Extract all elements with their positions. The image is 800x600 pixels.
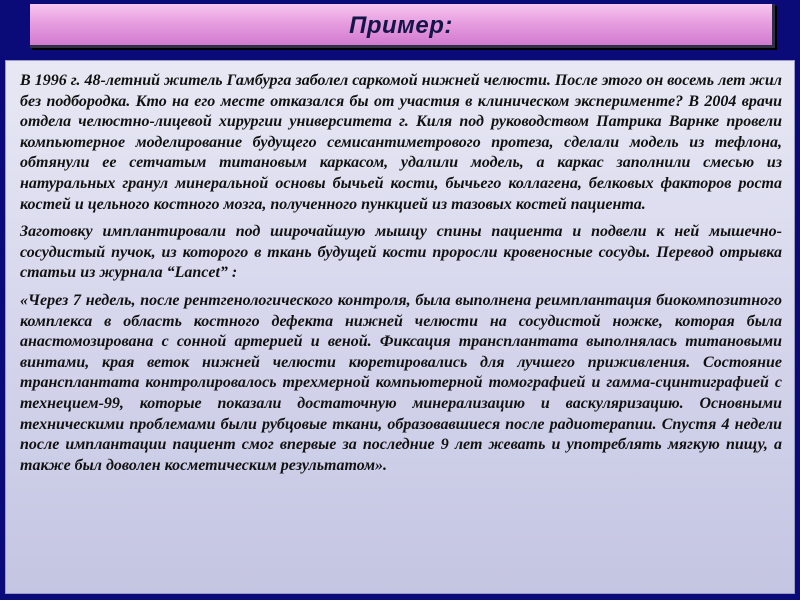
slide-title-bar <box>30 4 775 48</box>
paragraph-case-history: В 1996 г. 48-летний житель Гамбурга заболел саркомой нижней челюсти. После этого он восемь лет жил без подбородка. Кто на его месте отказался бы от участия в клиническом эксперименте? В 2004 врачи отдела челюстно-лицевой хирургии университета г. Киля под руководством Патрика Варнке провели компьютерное моделирование будущего семисантиметрового протеза, сделали модель из тефлона, обтянули ее сетчатым титановым каркасом, удалили модель, а каркас заполнили смесью из натуральных гранул минеральной основы бычьей кости, бычьего коллагена, белковых факторов роста костей и цельного костного мозга, полученного пункцией из тазовых костей пациента. <box>20 72 782 213</box>
slide-title: Пример: <box>349 12 453 39</box>
paragraph-lancet-quote: «Через 7 недель, после рентгенологического контроля, была выполнена реимплантация биокомпозитного комплекса в область костного дефекта нижней челюсти на сосудистой ножке, которая была анастомозирована с сонной артерией и веной. Фиксация трансплантата выполнялась титановыми винтами, края веток нижней челюсти кюретировались для лучшего приживления. Состояние трансплантата контролировалось трехмерной компьютерной томографией и гамма-сцинтиграфией с технецием-99, которые показали достаточную минерализацию и васкуляризацию. Основными техническими проблемами были рубцовые ткани, образовавшиеся после радиотерапии. Спустя 4 недели после имплантации пациент смог впервые за последние 9 лет жевать и употреблять мягкую пищу, а также был доволен косметическим результатом». <box>20 291 782 474</box>
content-panel <box>5 60 795 594</box>
paragraph-implantation: Заготовку имплантировали под широчайшую мышцу спины пациента и подвели к ней мышечно-сосудистый пучок, из которого в ткань будущей кости проросли кровеносные сосуды. Перевод отрывка статьи из журнала “Lancet” : <box>20 223 782 282</box>
